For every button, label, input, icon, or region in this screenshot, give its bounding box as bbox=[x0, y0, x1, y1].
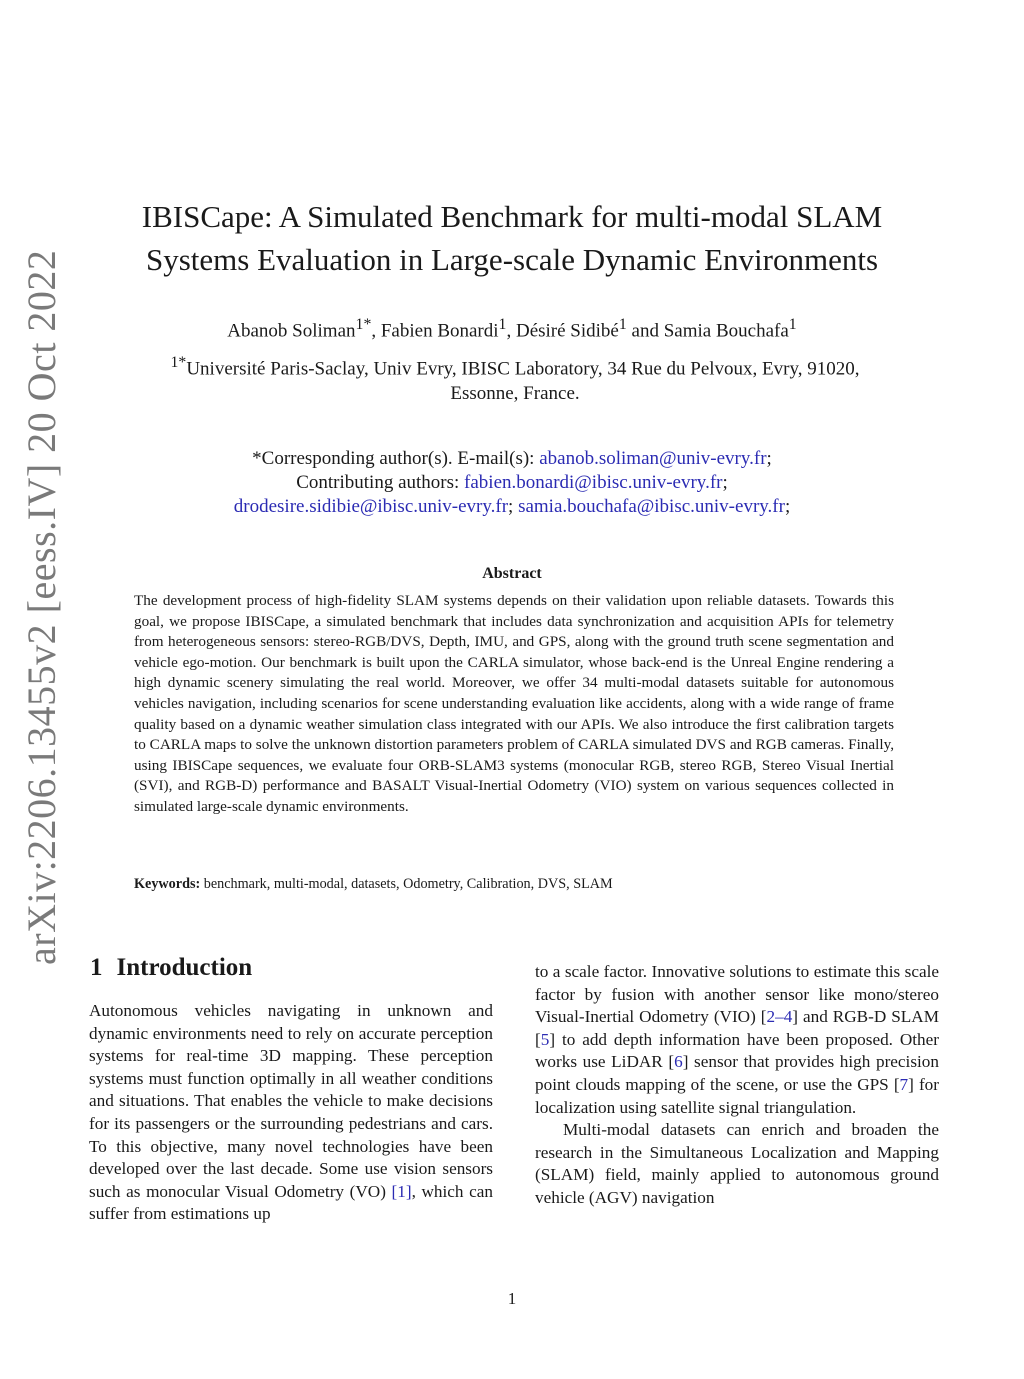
contributing-label: Contributing authors: bbox=[296, 472, 465, 493]
intro-right-column bbox=[535, 961, 939, 1210]
affiliation-line-2: Essonne, France. bbox=[450, 383, 580, 405]
author-name: Désiré Sidibé bbox=[515, 320, 619, 342]
section-number: 1 bbox=[90, 954, 103, 981]
citation-dash: – bbox=[775, 1007, 784, 1027]
author-list bbox=[90, 312, 934, 344]
intro-text: ] sensor that provides high precision point clouds mapping of the scene, or use the GPS [ bbox=[535, 1052, 939, 1094]
citation-link[interactable]: 5 bbox=[540, 1029, 550, 1049]
affiliation bbox=[100, 350, 930, 406]
section-heading bbox=[90, 954, 252, 982]
author-separator: , bbox=[506, 320, 516, 342]
author-affiliation-mark: 1 bbox=[498, 316, 507, 333]
citation-link[interactable]: [1] bbox=[391, 1181, 412, 1201]
abstract-text: The development process of high-fidelity SLAM systems depends on their validation upon reliable datasets. Towards this goal, we propose IBISCape, a simulated benchmark that includes data synchronization and acquisition APIs for telemetry from heterogeneous sensors: stereo-RGB/DVS, Depth, IMU, and GPS, along with the ground truth scene segmentation and vehicle ego-motion. Our benchmark is built upon the CARLA simulator, whose back-end is the Unreal Engine rendering a high dynamic scenery simulating the real world. Moreover, we offer 34 multi-modal datasets suitable for autonomous vehicles navigation, including scenarios for scene understanding evaluation like accidents, along with a wide range of frame quality based on a dynamic weather simulation class integrated with our APIs. We also introduce the first calibration targets to CARLA maps to solve the unknown distortion parameters problem of CARLA simulated DVS and RGB cameras. Finally, using IBISCape sequences, we evaluate four ORB-SLAM3 systems (monocular RGB, stereo RGB, Stereo Visual Inertial (SVI), and RGB-D) performance and BASALT Visual-Inertial Odometry (VIO) system on various sequences collected in simulated large-scale dynamic environments. bbox=[134, 592, 894, 815]
citation-link[interactable]: 7 bbox=[899, 1074, 909, 1094]
affiliation-mark: 1* bbox=[170, 354, 187, 371]
intro-paragraph bbox=[535, 961, 939, 1119]
arxiv-identifier: arXiv:2206.13455v2 [eess.IV] 20 Oct 2022 bbox=[19, 249, 64, 965]
contributing-email-link[interactable]: samia.bouchafa@ibisc.univ-evry.fr bbox=[518, 496, 785, 517]
intro-text: Autonomous vehicles navigating in unknown and dynamic environments need to rely on accurate perception systems for real-time 3D mapping. These perception systems must function optimally in all weather conditions and situations. That enables the vehicle to make decisions for its passengers or the surrounding pedestrians and cars. To this objective, many novel technologies have been developed over the last decade. Some use vision sensors such as monocular Visual Odometry (VO) bbox=[89, 1001, 493, 1201]
intro-text: ] to add depth information have been proposed. Other works use LiDAR [ bbox=[535, 1029, 939, 1072]
intro-text: ] for localization using satellite signal triangulation. bbox=[535, 1074, 939, 1117]
intro-text: ] and RGB-D SLAM [ bbox=[535, 1007, 939, 1049]
intro-text: , which can suffer from estimations up bbox=[89, 1181, 493, 1224]
author-name: Fabien Bonardi bbox=[380, 320, 499, 342]
intro-text: to a scale factor. Innovative solutions to estimate this scale factor by fusion with another sensor like mono/stereo Visual-Inertial Odometry (VIO) [ bbox=[535, 962, 939, 1027]
citation-link[interactable]: 4 bbox=[783, 1007, 793, 1027]
citation-link[interactable]: 2 bbox=[766, 1007, 776, 1027]
corresponding-email-link[interactable]: abanob.soliman@univ-evry.fr bbox=[539, 448, 767, 469]
abstract-heading: Abstract bbox=[482, 565, 542, 582]
intro-paragraph: Multi-modal datasets can enrich and broaden the research in the Simultaneous Localization and Mapping (SLAM) field, mainly applied to autonomous ground vehicle (AGV) navigation bbox=[535, 1120, 939, 1207]
section-title: Introduction bbox=[116, 954, 253, 981]
author-separator: , bbox=[371, 320, 381, 342]
email-separator: ; bbox=[508, 496, 514, 517]
contributing-email-link[interactable]: fabien.bonardi@ibisc.univ-evry.fr bbox=[464, 472, 723, 493]
paper-title bbox=[90, 195, 934, 281]
email-separator: ; bbox=[784, 496, 791, 517]
email-separator: ; bbox=[722, 472, 728, 493]
contributing-email-link[interactable]: drodesire.sidibie@ibisc.univ-evry.fr bbox=[233, 496, 509, 517]
keywords bbox=[134, 876, 894, 893]
author-name: Abanob Soliman bbox=[227, 320, 356, 342]
title-line-1: IBISCape: A Simulated Benchmark for multi-modal SLAM bbox=[141, 199, 883, 234]
corresponding-label: *Corresponding author(s). E-mail(s): bbox=[252, 448, 540, 469]
intro-left-column bbox=[89, 1000, 493, 1226]
author-affiliation-mark: 1 bbox=[618, 316, 627, 333]
title-line-2: Systems Evaluation in Large-scale Dynamic Environments bbox=[145, 242, 879, 277]
intro-paragraph bbox=[89, 1000, 493, 1226]
email-separator: ; bbox=[766, 448, 772, 469]
citation-link[interactable]: 6 bbox=[674, 1052, 683, 1072]
author-affiliation-mark: 1* bbox=[355, 316, 372, 333]
author-separator: and bbox=[626, 320, 664, 342]
affiliation-line-1: Université Paris-Saclay, Univ Evry, IBISC Laboratory, 34 Rue du Pelvoux, Evry, 91020, bbox=[186, 358, 860, 380]
contact-block bbox=[90, 447, 934, 519]
page-number: 1 bbox=[507, 1289, 517, 1308]
keywords-text: benchmark, multi-modal, datasets, Odometry, Calibration, DVS, SLAM bbox=[200, 876, 613, 892]
author-name: Samia Bouchafa bbox=[663, 320, 789, 342]
keywords-label: Keywords: bbox=[134, 876, 201, 892]
author-affiliation-mark: 1 bbox=[788, 316, 797, 333]
